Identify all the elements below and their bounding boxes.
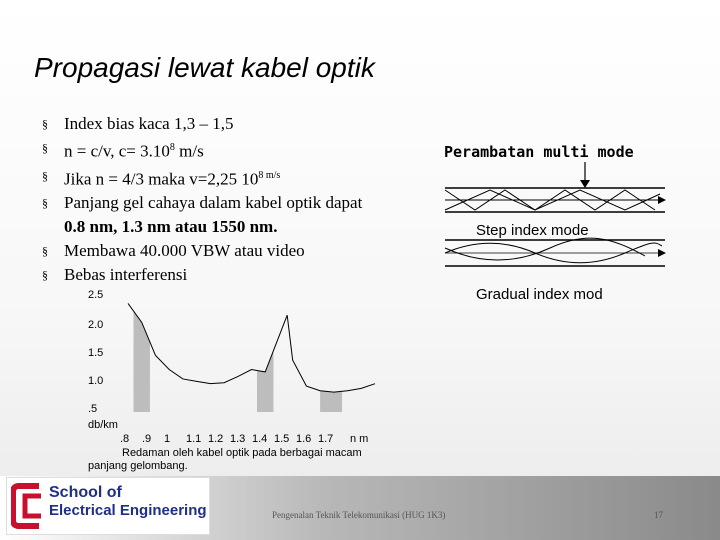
x-tick-label: 1.3: [230, 433, 246, 445]
bullet-mark: §: [42, 244, 48, 259]
y-tick-label: 2.5: [88, 289, 104, 301]
footer-course: Pengenalan Teknik Telekomunikasi (HUG 1K3): [272, 510, 446, 520]
bullet-5: [42, 239, 432, 263]
fiber-mode-diagram: [440, 160, 670, 275]
x-tick-label: 1.1: [186, 433, 202, 445]
x-unit-label: n m: [350, 433, 369, 445]
x-tick-label: 1.5: [274, 433, 290, 445]
bullet-3: [42, 164, 432, 192]
ray-arrow: [658, 196, 666, 204]
x-tick-label: 1.2: [208, 433, 224, 445]
bullet-6-text: Bebas interferensi: [64, 265, 188, 285]
chart-caption-1: Redaman oleh kabel optik pada berbagai macam: [122, 447, 362, 459]
chart-caption-2: panjang gelombang.: [88, 460, 188, 472]
step-index-label: Step index mode: [476, 222, 589, 239]
graded-arrow: [658, 249, 666, 257]
transmission-window-band: [133, 311, 149, 412]
arrow-head: [580, 180, 590, 188]
x-tick-label: 1.4: [252, 433, 268, 445]
transmission-window-band: [257, 351, 273, 412]
x-tick-label: 1: [164, 433, 171, 445]
y-tick-label: .5: [88, 403, 98, 415]
bullet-2-text: n = c/v, c= 3.10: [64, 141, 170, 161]
bullet-4-line2: 0.8 nm, 1.3 nm atau 1550 nm.: [64, 217, 278, 237]
y-tick-label: 2.0: [88, 319, 104, 331]
bullet-1-text: Index bias kaca 1,3 – 1,5: [64, 114, 234, 133]
transmission-window-band: [320, 391, 342, 412]
bullet-2-after: m/s: [174, 141, 204, 161]
school-logo: [6, 477, 210, 535]
x-tick-label: .8: [120, 433, 130, 445]
logo-line1: School of: [49, 484, 122, 501]
bullet-mark: §: [42, 168, 48, 183]
bullet-4-text: Panjang gel cahaya dalam kabel optik dapat: [64, 193, 363, 213]
bullet-list: [42, 112, 432, 287]
x-tick-label: 1.7: [318, 433, 334, 445]
y-tick-label: 1.0: [88, 375, 104, 387]
bullet-4: [42, 191, 432, 239]
slide-title: Propagasi lewat kabel optik: [34, 52, 375, 83]
logo-mark-icon: [11, 482, 45, 530]
bullet-1: [42, 112, 432, 136]
bullet-mark: §: [42, 196, 48, 211]
logo-line2: Electrical Engineering: [49, 502, 207, 519]
x-tick-label: .9: [142, 433, 152, 445]
y-unit-label: db/km: [88, 419, 118, 431]
page-number: 17: [654, 510, 663, 520]
bullet-5-text: Membawa 40.000 VBW atau video: [64, 241, 305, 261]
bullet-mark: §: [42, 141, 48, 155]
y-tick-label: 1.5: [88, 347, 104, 359]
bullet-mark: §: [42, 268, 48, 283]
multi-mode-label: Perambatan multi mode: [444, 143, 634, 161]
bullet-2: [42, 136, 432, 164]
attenuation-curve: [128, 303, 375, 392]
x-tick-label: 1.6: [296, 433, 312, 445]
bullet-3-text: Jika n = 4/3 maka v=2,25 10: [64, 169, 259, 189]
attenuation-chart: [80, 282, 400, 472]
bullet-mark: §: [42, 117, 48, 131]
bullet-3-sup: 8 m/s: [258, 169, 281, 181]
graded-index-label: Gradual index mod: [476, 286, 603, 303]
bullet-2-sup: 8: [169, 142, 175, 153]
